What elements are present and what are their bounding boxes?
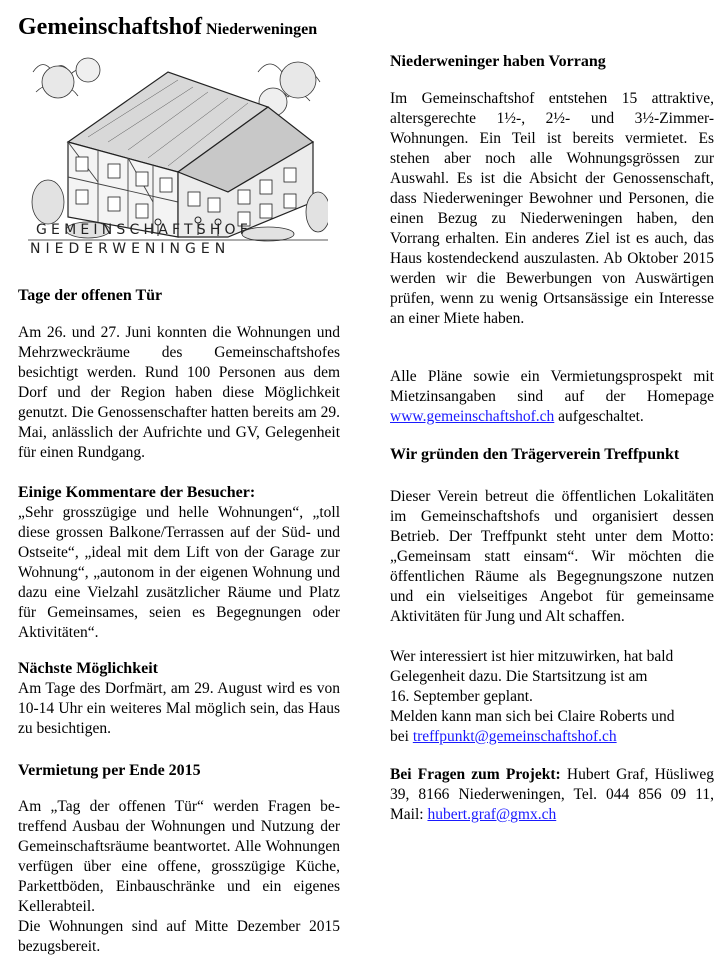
email-prefix: bei — [390, 728, 413, 745]
mitwirken-line-5 — [390, 727, 720, 747]
treffpunkt-email-link[interactable]: treffpunkt@gemeinschaftshof.ch — [412, 728, 617, 745]
caption-line-1: GEMEINSCHAFTSHOF — [36, 222, 253, 238]
paragraph-mitwirken — [390, 647, 720, 747]
title-main: Gemeinschaftshof — [18, 14, 202, 40]
paragraph-kommentare: „Sehr grosszügige und helle Wohnungen“, „toll diese grossen Balkone/Terrassen auf der Süd- und Ostseite“, „ideal mit dem Lift von der Garage zur Wohnung“, „autonom in der eigenen Wohnung und dazu eine Vielzahl zusätzlicher Räume und Platz für Gemeinsames, seien es Begegnungen oder Aktivitäten“. — [18, 504, 340, 641]
mitwirken-line-3: 16. September geplant. — [390, 688, 533, 705]
mitwirken-line-1: Wer interessiert ist hier mitzuwirken, hat bald — [390, 648, 674, 665]
heading-kommentare: Einige Kommentare der Besucher: — [18, 484, 256, 501]
paragraph-vermietung: Am „Tag der offenen Tür“ werden Fragen betreffend Ausbau der Wohnungen und Nutzung der Gemeinschaftsräume beantwortet. Alle Wohnungen verfügen über eine offene, grosszügige Küche, Parkettböden, Einbauschränke und ein eigenes Kellerabteil. — [18, 798, 340, 915]
heading-vermietung: Vermietung per Ende 2015 — [18, 762, 201, 779]
paragraph-tage-der-offenen-tuer: Am 26. und 27. Juni konnten die Wohnungen und Mehrzweckräume des Gemeinschaftshofes besichtigt werden. Rund 100 Personen aus dem Dorf und der Region haben diese Möglichkeit genutzt. Die Genossenschafter hatten bereits am 29. Mai, anlässlich der Aufrichte und GV, Gelegenheit für einen Rundgang. — [18, 324, 340, 461]
homepage-link[interactable]: www.gemeinschaftshof.ch — [390, 408, 555, 425]
homepage-text-before: Alle Pläne sowie ein Vermietungsprospekt mit Mietzinsangaben sind auf der Homepage — [390, 368, 714, 405]
contact-email-link[interactable]: hubert.graf@gmx.ch — [427, 806, 557, 823]
heading-vorrang: Niederweninger haben Vorrang — [390, 53, 606, 70]
paragraph-kontakt — [390, 765, 714, 825]
page-title — [18, 14, 317, 41]
mitwirken-line-2: Gelegenheit dazu. Die Startsitzung ist am — [390, 668, 648, 685]
heading-tage-der-offenen-tuer: Tage der offenen Tür — [18, 287, 163, 304]
heading-traegerverein: Wir gründen den Trägerverein Treffpunkt — [390, 446, 680, 463]
homepage-text-after: aufgeschaltet. — [554, 408, 644, 425]
paragraph-naechste-moeglichkeit: Am Tage des Dorfmärt, am 29. August wird es von 10-14 Uhr ein weiteres Mal möglich sein, das Haus zu besichtigen. — [18, 680, 340, 737]
paragraph-traegerverein: Dieser Verein betreut die öffentlichen Lokalitäten im Gemeinschaftshofs und organisiert dessen Betrieb. Der Treffpunkt steht unter dem Motto: „Gemeinsam statt einsam“. Wir möchten die öffentlichen Räume als Begegnungszone nutzen und ein vielseitiges Angebot für gemeinsame Aktivitäten für Jung und Alt schaffen. — [390, 488, 714, 625]
illustration-caption — [30, 221, 330, 259]
paragraph-vorrang: Im Gemeinschaftshof entstehen 15 attraktive, altersgerechte 1½-, 2½- und 3½-Zimmer-Wohnungen. Ein Teil ist bereits vermietet. Es stehen aber noch alle Wohnungsgrössen zur Auswahl. Es ist die Absicht der Genossenschaft, dass Niederweninger Bewohner und Personen, die einen Bezug zu Niederweningen haben, den Vorrang erhalten. Ein anderes Ziel ist es auch, das Haus kostendeckend auszulasten. Ab Oktober 2015 werden wir die Bewerbungen von Auswärtigen prüfen, wenn zu wenig Ortsansässige ein Interesse an einer Miete haben. — [390, 90, 714, 327]
contact-label: Bei Fragen zum Projekt: — [390, 766, 561, 783]
heading-naechste-moeglichkeit: Nächste Möglichkeit — [18, 660, 158, 677]
paragraph-homepage — [390, 367, 714, 427]
contact-text: Hubert Graf, Hüsliweg 39, 8166 Niederweningen, Tel. 044 856 09 11, Mail: — [390, 766, 714, 823]
title-sub: Niederweningen — [205, 21, 318, 38]
caption-line-2: NIEDERWENINGEN — [30, 241, 231, 257]
paragraph-bezugsbereit: Die Wohnungen sind auf Mitte Dezember 2015 bezugsbereit. — [18, 918, 340, 955]
mitwirken-line-4: Melden kann man sich bei Claire Roberts und — [390, 708, 675, 725]
